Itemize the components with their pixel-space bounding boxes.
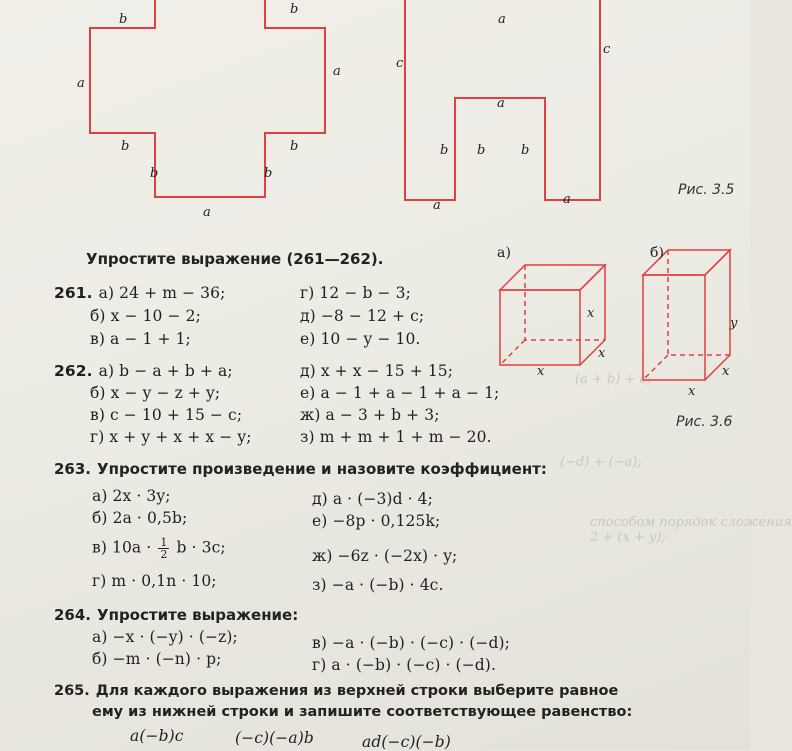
prism-label-x: x (722, 364, 730, 379)
fig35-label: c (396, 56, 404, 71)
cross-shape-left (90, 0, 325, 197)
problem-number: 262. (54, 362, 93, 380)
problem-263-d: г) m · 0,1n · 10; (92, 572, 217, 590)
problem-263-b: б) 2a · 0,5b; (92, 509, 188, 527)
problem-261-f: е) 10 − y − 10. (300, 330, 421, 348)
cube-label-x: x (587, 306, 595, 321)
problem-263-g: ж) −6z · (−2x) · y; (312, 547, 458, 565)
cube-label-x: x (537, 364, 545, 379)
problem-264-a: а) −x · (−y) · (−z); (92, 628, 238, 646)
problem-263-c: в) 10a · $\frac{1}{2}$ b · 3c; (92, 536, 226, 561)
prism-right-face (705, 250, 730, 380)
problem-263-a: а) 2x · 3y; (92, 487, 171, 505)
problem-263-f: е) −8p · 0,125k; (312, 512, 441, 530)
prism-label-y: y (730, 316, 738, 331)
problem-262-d: г) x + y + x + x − y; (90, 428, 252, 446)
fig35-label: b (440, 143, 449, 158)
problem-265-expr: (−c)(−a)b (235, 729, 314, 747)
fig35-label: c (603, 42, 611, 57)
fig35-label: b (477, 143, 486, 158)
fig35-label: a (497, 96, 505, 111)
problem-261-c: в) a − 1 + 1; (90, 330, 191, 348)
fig35-label: b (290, 139, 299, 154)
problem-263-title: 263. Упростите произведение и назовите коэффициент: (54, 460, 547, 478)
problem-263-h: з) −a · (−b) · 4c. (312, 576, 444, 594)
fig35-label: b (150, 166, 159, 181)
fig35-label: b (290, 2, 299, 17)
problem-264-c: в) −a · (−b) · (−c) · (−d); (312, 634, 510, 652)
problem-number: 261. (54, 284, 93, 302)
problem-261-d: г) 12 − b − 3; (300, 284, 411, 302)
section-title: Упростите выражение (261—262). (86, 250, 384, 268)
problem-262-b: б) x − y − z + y; (90, 384, 221, 402)
fig35-label: a (203, 205, 211, 220)
figure-3-6-caption: Рис. 3.6 (676, 414, 733, 430)
bleed-text-1: (a + b) + c; (575, 372, 652, 387)
problem-264-b: б) −m · (−n) · p; (92, 650, 222, 668)
prism-hidden-edges (668, 250, 730, 355)
problem-261-e: д) −8 − 12 + c; (300, 307, 425, 325)
problem-number: 263. (54, 460, 92, 478)
problem-262-e: д) x + x − 15 + 15; (300, 362, 454, 380)
problem-264-title: 264. Упростите выражение: (54, 606, 299, 624)
problem-265-line1: 265. Для каждого выражения из верхней строки выберите равное (54, 683, 619, 699)
fig35-label: b (121, 139, 130, 154)
fig35-label: a (563, 192, 571, 207)
fig35-label: a (333, 64, 341, 79)
problem-264-d: г) a · (−b) · (−c) · (−d). (312, 656, 496, 674)
problem-262-c: в) c − 10 + 15 − c; (90, 406, 243, 424)
problem-262-a: 262. а) b − a + b + a; (54, 362, 233, 380)
figure-3-5-caption: Рис. 3.5 (678, 182, 735, 198)
cube-label-x: x (598, 346, 606, 361)
fig36-label-a: а) (497, 245, 512, 261)
problem-262-f: е) a − 1 + a − 1 + a − 1; (300, 384, 500, 402)
cube-top-face (500, 265, 605, 290)
bleed-text-2: 2 + (x + y); (590, 530, 666, 545)
prism-front-face (643, 275, 705, 380)
fig35-label: a (433, 198, 441, 213)
fig36-label-b: б) (650, 245, 665, 261)
problem-265-expr: ad(−c)(−b) (362, 733, 451, 751)
prism-label-x: x (688, 384, 696, 399)
problem-262-g: ж) a − 3 + b + 3; (300, 406, 440, 424)
fig35-label: b (521, 143, 530, 158)
problem-261-b: б) x − 10 − 2; (90, 307, 201, 325)
problem-262-h: з) m + m + 1 + m − 20. (300, 428, 492, 446)
fig35-label: b (119, 12, 128, 27)
problem-number: 264. (54, 606, 92, 624)
fraction-one-half: $\frac{1}{2}$ (160, 536, 168, 561)
fig35-label: b (264, 166, 273, 181)
fig35-label: a (498, 12, 506, 27)
fig35-label: a (77, 76, 85, 91)
problem-265-expr: a(−b)c (130, 727, 184, 745)
problem-261-a: 261. а) 24 + m − 36; (54, 284, 226, 302)
bleed-text-4: способом порядок сложения (590, 515, 792, 530)
bleed-text-3: (−d) + (−a); (560, 455, 642, 470)
problem-number: 265. (54, 683, 90, 699)
problem-265-line2: ему из нижней строки и запишите соответствующее равенство: (92, 704, 633, 720)
problem-263-e: д) a · (−3)d · 4; (312, 490, 433, 508)
